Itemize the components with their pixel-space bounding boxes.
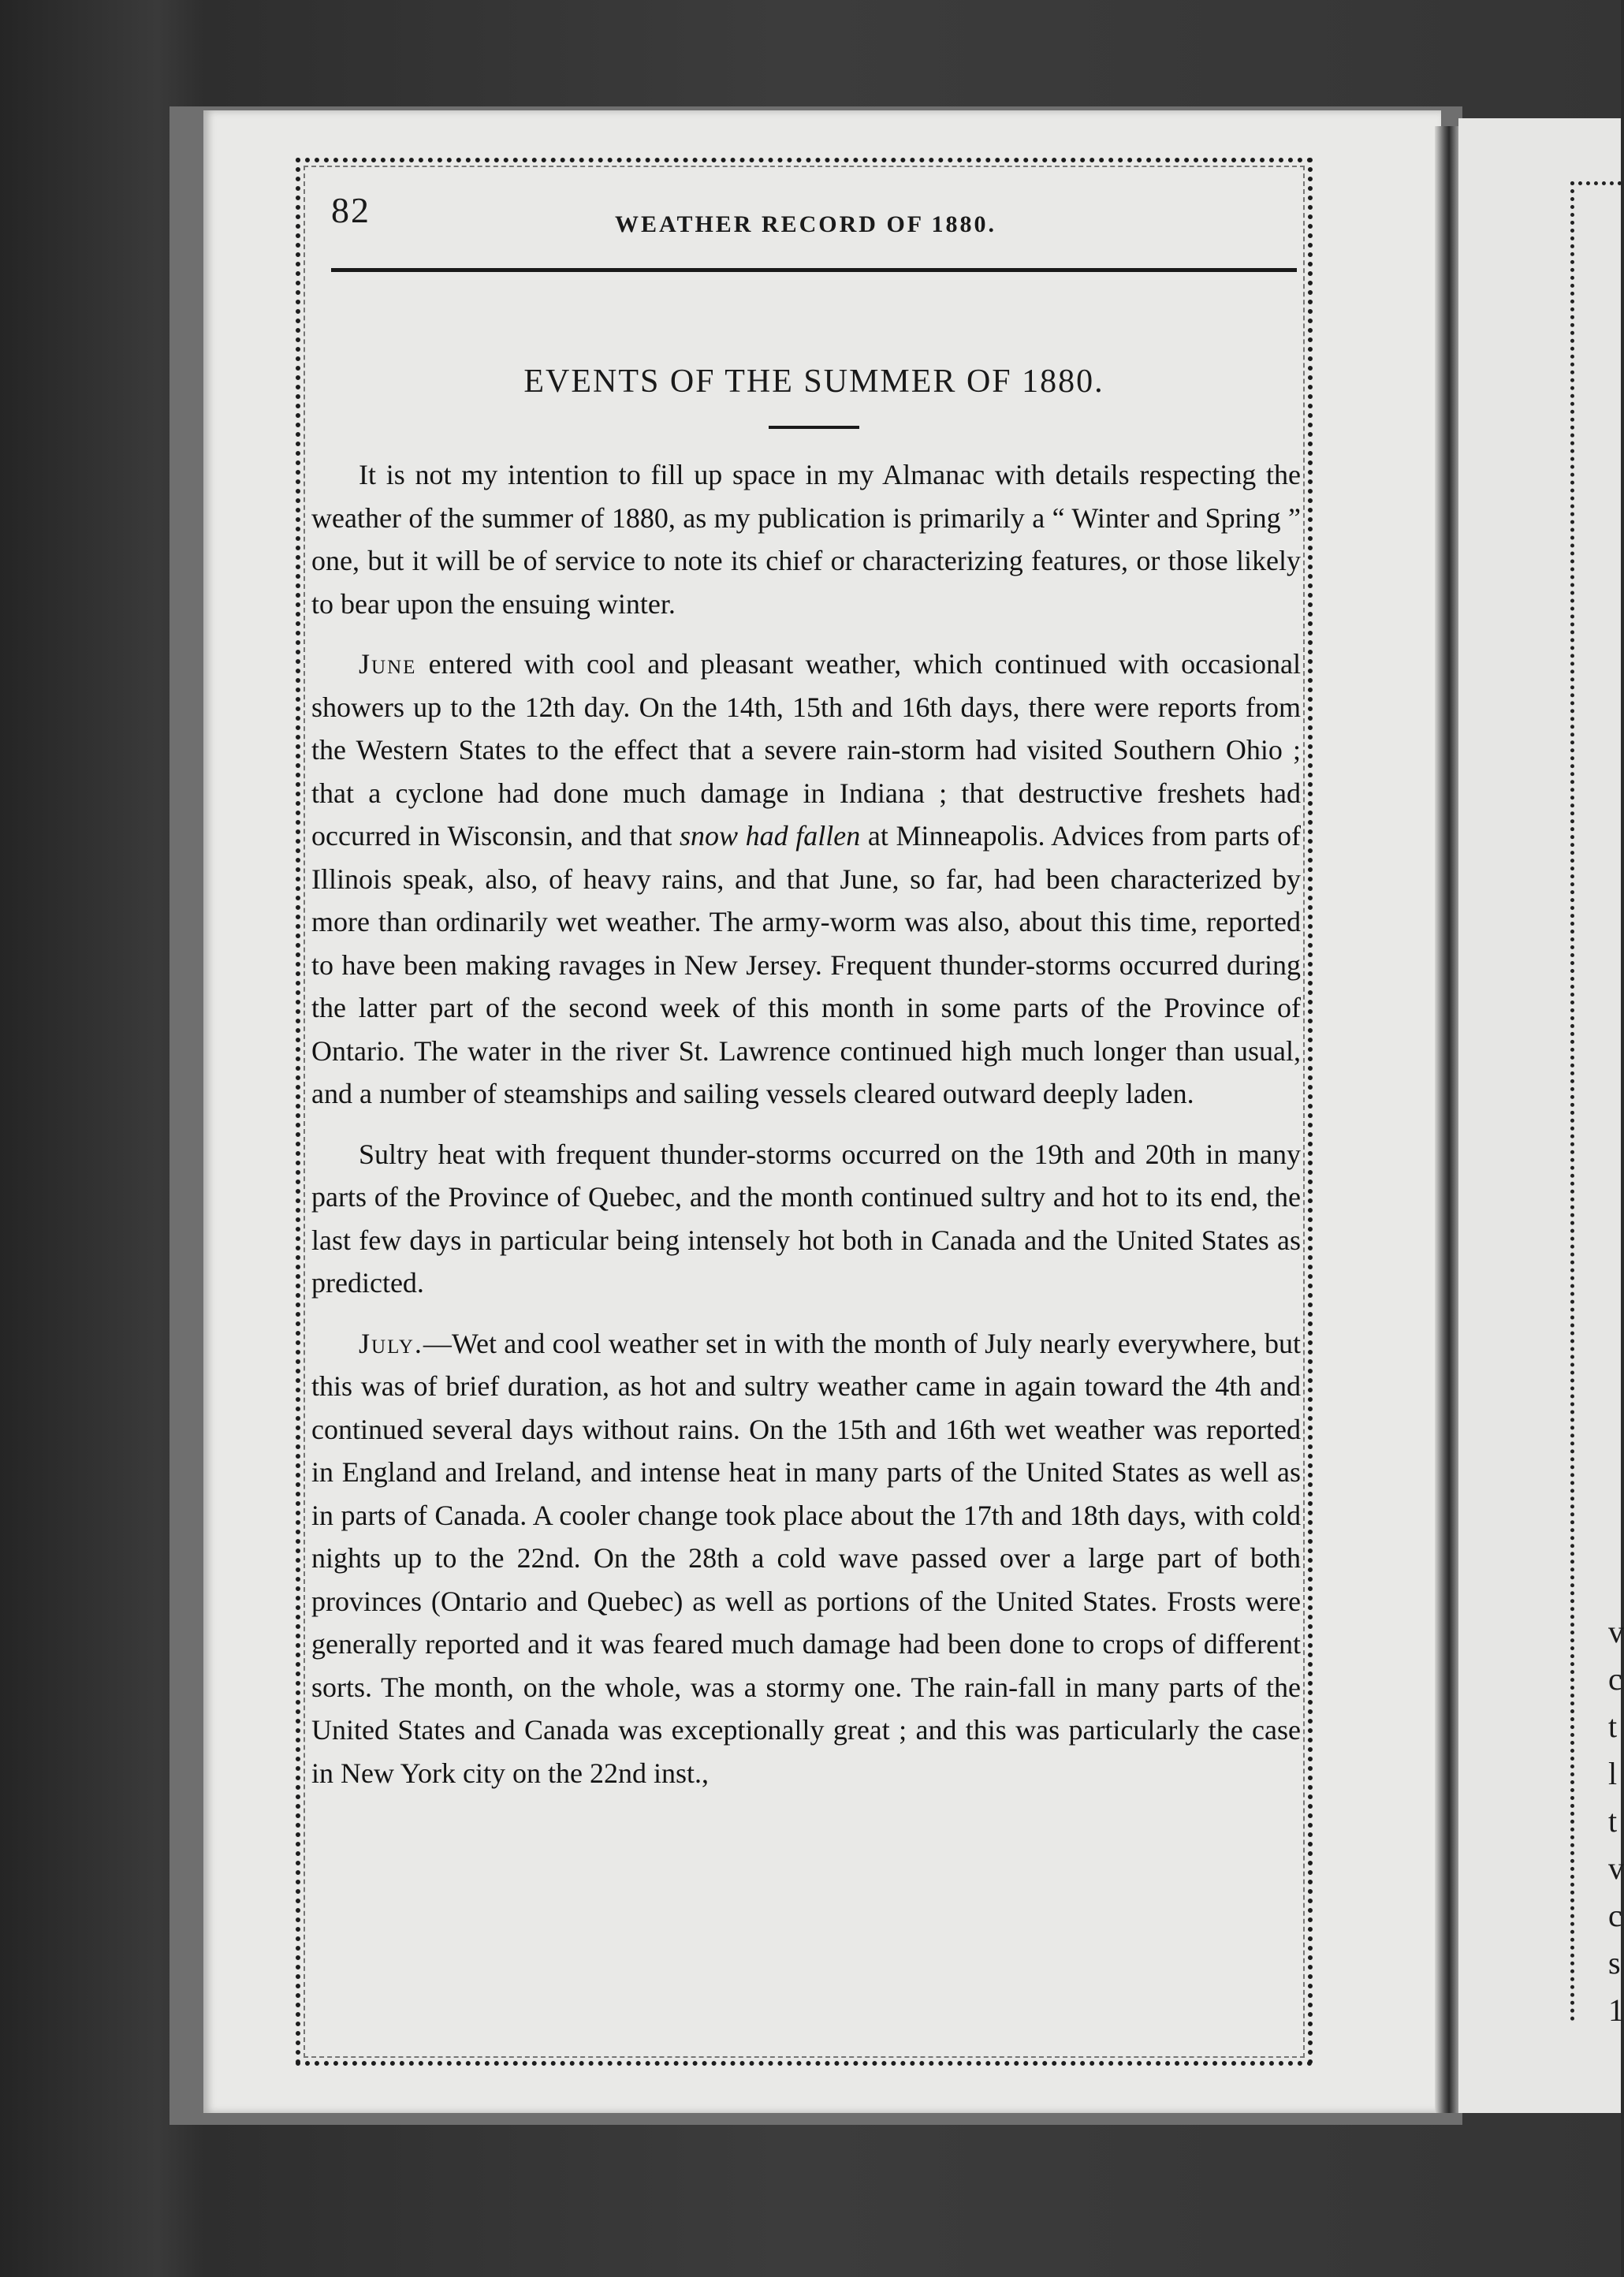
fragment: v <box>1608 1850 1624 1886</box>
paragraph-june <box>311 643 1301 1116</box>
fragment: v <box>1608 1614 1624 1649</box>
fragment: c <box>1608 1898 1622 1933</box>
section-title: EVENTS OF THE SUMMER OF 1880. <box>523 363 1104 400</box>
july-lead: July. <box>359 1327 423 1359</box>
july-text: —Wet and cool weather set in with the month of July nearly everywhere, but this was of brief duration, as hot and sultry weather came in again toward the 4th and continued several days without rains. On the 15th and 16th wet weather was reported in England and Ireland, and intense heat in many parts of the United States as well as in parts of Canada. A cooler change took place about the 17th and 18th days, with cold nights up to the 22nd. On the 28th a cold wave passed over a large part of both provinces (Ontario and Quebec) as well as portions of the United States. Frosts were generally reported and it was feared much damage had been done to crops of different sorts. The month, on the whole, was a stormy one. The rain-fall in many parts of the United States and Canada was exceptionally great ; and this was particularly the case in New York city on the 22nd inst., <box>311 1327 1301 1789</box>
fragment: 1 <box>1608 1992 1624 2028</box>
june-text-b: at Minneapolis. Advices from parts of Illinois speak, also, of heavy rains, and that June, so far, had been characterized by more than ordinarily wet weather. The army-worm was also, about this time, reported to have been making ravages in New Jersey. Frequent thunder-storms occurred during the latter part of the second week of this month in some parts of the Province of Ontario. The water in the river St. Lawrence continued high much longer than usual, and a number of steamships and sailing vessels cleared outward deeply laden. <box>311 820 1301 1109</box>
fragment: t <box>1608 1709 1618 1744</box>
running-head: WEATHER RECORD OF 1880. <box>615 211 997 237</box>
fragment: s <box>1608 1945 1621 1981</box>
june-text-a: entered with cool and pleasant weather, which continued with occasional showers up to the 12th day. On the 14th, 15th and 16th days, there were reports from the Western States to the effect that a severe rain-storm had visited Southern Ohio ; that a cyclone had done much damage in Indiana ; that destructive freshets had occurred in Wisconsin, and that <box>311 648 1301 852</box>
june-italic: snow had fallen <box>679 820 861 852</box>
title-rule <box>769 426 859 429</box>
fragment: t <box>1608 1803 1618 1839</box>
page-number: 82 <box>331 190 371 230</box>
fragment: c <box>1608 1661 1622 1697</box>
page-header <box>331 189 1293 268</box>
article-body <box>311 453 1301 1812</box>
june-lead: June <box>359 648 417 680</box>
book-gutter <box>1435 126 1458 2113</box>
paragraph-intro: It is not my intention to fill up space in my Almanac with details respecting the weather of the summer of 1880, as my publication is primarily a “ Winter and Spring ” one, but it will be of service to note its chief or characterizing features, or those likely to bear upon the ensuing winter. <box>311 459 1301 620</box>
header-rule <box>331 268 1297 272</box>
fragment: l <box>1608 1756 1618 1791</box>
facing-page <box>1458 118 1624 2113</box>
paragraph-july <box>311 1322 1301 1795</box>
facing-page-text-fragments <box>1608 1608 1624 2034</box>
paragraph-sultry-heat: Sultry heat with frequent thunder-storms occurred on the 19th and 20th in many parts of the Province of Quebec, and the month continued sultry and hot to its end, the last few days in particular being intensely hot both in Canada and the United States as predicted. <box>311 1138 1301 1299</box>
